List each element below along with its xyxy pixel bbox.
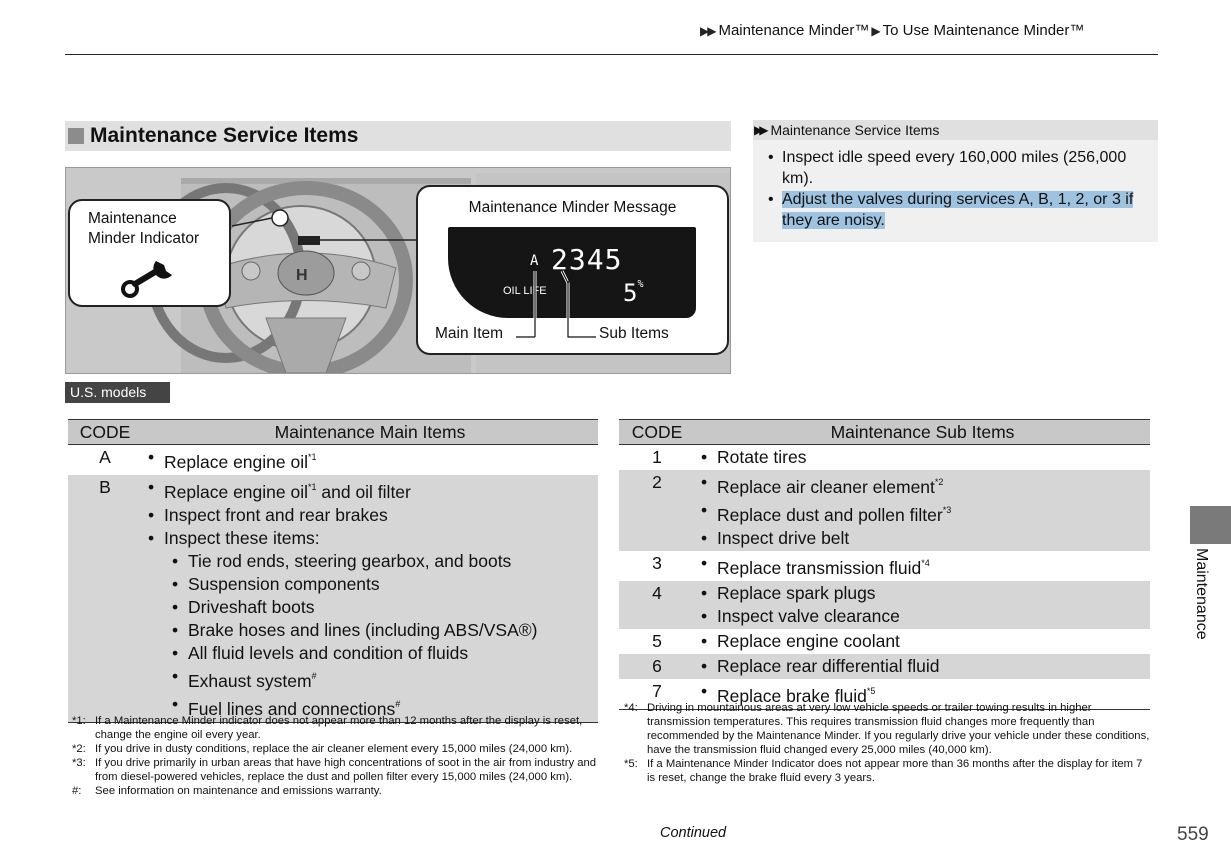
list-item: • Inspect front and rear brakes <box>142 504 598 527</box>
display-oil-life-label: OIL LIFE <box>503 285 547 297</box>
table-row <box>68 475 598 723</box>
list-item: • Inspect drive belt <box>695 527 1150 550</box>
main-code-b: B <box>68 475 142 723</box>
main-table-header-code: CODE <box>68 420 142 445</box>
display-sub-codes: 2345 <box>551 243 623 276</box>
list-item: • Replace engine oil$^{*1}$ and oil filter <box>142 476 598 504</box>
wrench-icon <box>120 257 180 299</box>
breadcrumb-part-2[interactable]: To Use Maintenance Minder™ <box>882 22 1085 39</box>
main-items-table <box>68 419 598 723</box>
list-item: • Inspect these items: <box>142 527 598 550</box>
side-note-header <box>753 120 1158 140</box>
breadcrumb-part-1[interactable]: Maintenance Minder™ <box>718 22 870 39</box>
side-tab-label: Maintenance <box>1193 548 1210 640</box>
breadcrumb <box>700 22 1170 39</box>
list-item: • Replace spark plugs <box>695 582 1150 605</box>
list-item: • Replace transmission fluid$^{*4}$ <box>695 552 1150 580</box>
header-rule <box>65 54 1158 55</box>
breadcrumb-arrow-icon: ▶ <box>871 24 879 38</box>
list-item: • Inspect valve clearance <box>695 605 1150 628</box>
note-arrow-icon: ▶▶ <box>754 123 765 137</box>
list-item: • Driveshaft boots <box>142 596 598 619</box>
list-item: • Replace dust and pollen filter$^{*3}$ <box>695 499 1150 527</box>
table-row <box>619 470 1150 551</box>
table-row <box>619 654 1150 679</box>
main-item-label: Main Item <box>435 325 504 342</box>
footnote: *4: Driving in mountainous areas at very low vehicle speeds or trailer towing results in higher transmission temperatures. This requires transmission fluid changes more frequently than recommended by the Maintenance Minder. If you regularly drive your vehicle under these conditions, have the transmission fluid changed every 25,000 miles (40,000 km). <box>624 702 1150 756</box>
list-item: • Replace engine oil$^{*1}$ <box>142 446 598 474</box>
footnote: *2: If you drive in dusty conditions, replace the air cleaner element every 15,000 miles (24,000 km). <box>72 743 573 755</box>
indicator-callout <box>68 199 231 307</box>
indicator-label-line-2: Minder Indicator <box>88 230 200 247</box>
display-oil-percent-value: 5 <box>623 279 638 307</box>
breadcrumb-arrows-icon: ▶▶ <box>700 24 715 38</box>
section-title-bar <box>65 121 731 151</box>
list-item: • Replace air cleaner element$^{*2}$ <box>695 471 1150 499</box>
side-note-title: Maintenance Service Items <box>770 122 940 138</box>
page-number: 559 <box>1177 824 1209 845</box>
list-item: • Adjust the valves during services A, B, 1, 2, or 3 if they are noisy. <box>768 189 1138 231</box>
list-item: • Suspension components <box>142 573 598 596</box>
continued-label: Continued <box>660 825 727 841</box>
side-note <box>753 120 1158 242</box>
indicator-label-line-1: Maintenance <box>88 210 177 227</box>
sub-code: 5 <box>652 631 662 651</box>
sub-code: 4 <box>619 581 695 629</box>
footnote: *5: If a Maintenance Minder Indicator does not appear more than 36 months after the display for item 7 is reset, change the brake fluid every 3 years. <box>624 758 1143 784</box>
footnotes-left <box>72 714 597 798</box>
list-item: • Rotate tires <box>695 446 1150 469</box>
list-item: • Inspect idle speed every 160,000 miles (256,000 km). <box>768 147 1138 189</box>
page-title: Maintenance Service Items <box>90 124 359 147</box>
svg-text:H: H <box>296 267 308 284</box>
list-item: • Replace brake fluid$^{*5}$ <box>695 680 1150 708</box>
table-row <box>619 445 1150 471</box>
sub-code: 1 <box>652 447 662 467</box>
list-item: • Replace engine coolant <box>695 630 1150 653</box>
display-main-code: A <box>530 253 539 269</box>
section-square-icon <box>68 128 84 144</box>
dashboard-figure <box>65 167 731 374</box>
sub-code: 2 <box>619 470 695 551</box>
side-tab[interactable] <box>1190 506 1231 544</box>
table-row <box>619 551 1150 581</box>
footnote: *3: If you drive primarily in urban areas that have high concentrations of soot in the air from industry and from diesel-powered vehicles, replace the dust and pollen filter every 15,000 miles (24,000 km). <box>72 757 597 783</box>
main-code-a: A <box>99 447 111 467</box>
indicator-label <box>88 209 199 249</box>
sub-code: 6 <box>619 654 695 679</box>
sub-table-header-code: CODE <box>619 420 695 445</box>
footnote: #: See information on maintenance and emissions warranty. <box>72 785 382 797</box>
list-item: • Fuel lines and connections# <box>142 693 598 721</box>
list-item: • Exhaust system# <box>142 665 598 693</box>
list-item: • Brake hoses and lines (including ABS/VSA®) <box>142 619 598 642</box>
footnote: *1: If a Maintenance Minder indicator does not appear more than 12 months after the display is reset, change the engine oil every year. <box>72 715 583 741</box>
message-title: Maintenance Minder Message <box>468 199 677 216</box>
list-item: • Tie rod ends, steering gearbox, and boots <box>142 550 598 573</box>
display-percent-sign: % <box>637 279 644 290</box>
sub-table-header-items: Maintenance Sub Items <box>695 420 1150 445</box>
message-callout <box>416 185 729 355</box>
sub-items-table <box>619 419 1150 710</box>
sub-code: 7 <box>619 679 695 710</box>
sub-code: 3 <box>652 553 662 573</box>
main-table-header-items: Maintenance Main Items <box>142 420 598 445</box>
table-row <box>68 445 598 476</box>
us-models-tag: U.S. models <box>65 382 170 403</box>
table-row <box>619 629 1150 654</box>
table-row <box>619 581 1150 629</box>
list-item: • Replace rear differential fluid <box>695 655 1150 678</box>
sub-items-label: Sub Items <box>599 325 669 342</box>
footnotes-right <box>624 701 1152 785</box>
list-item: • All fluid levels and condition of fluids <box>142 642 598 665</box>
